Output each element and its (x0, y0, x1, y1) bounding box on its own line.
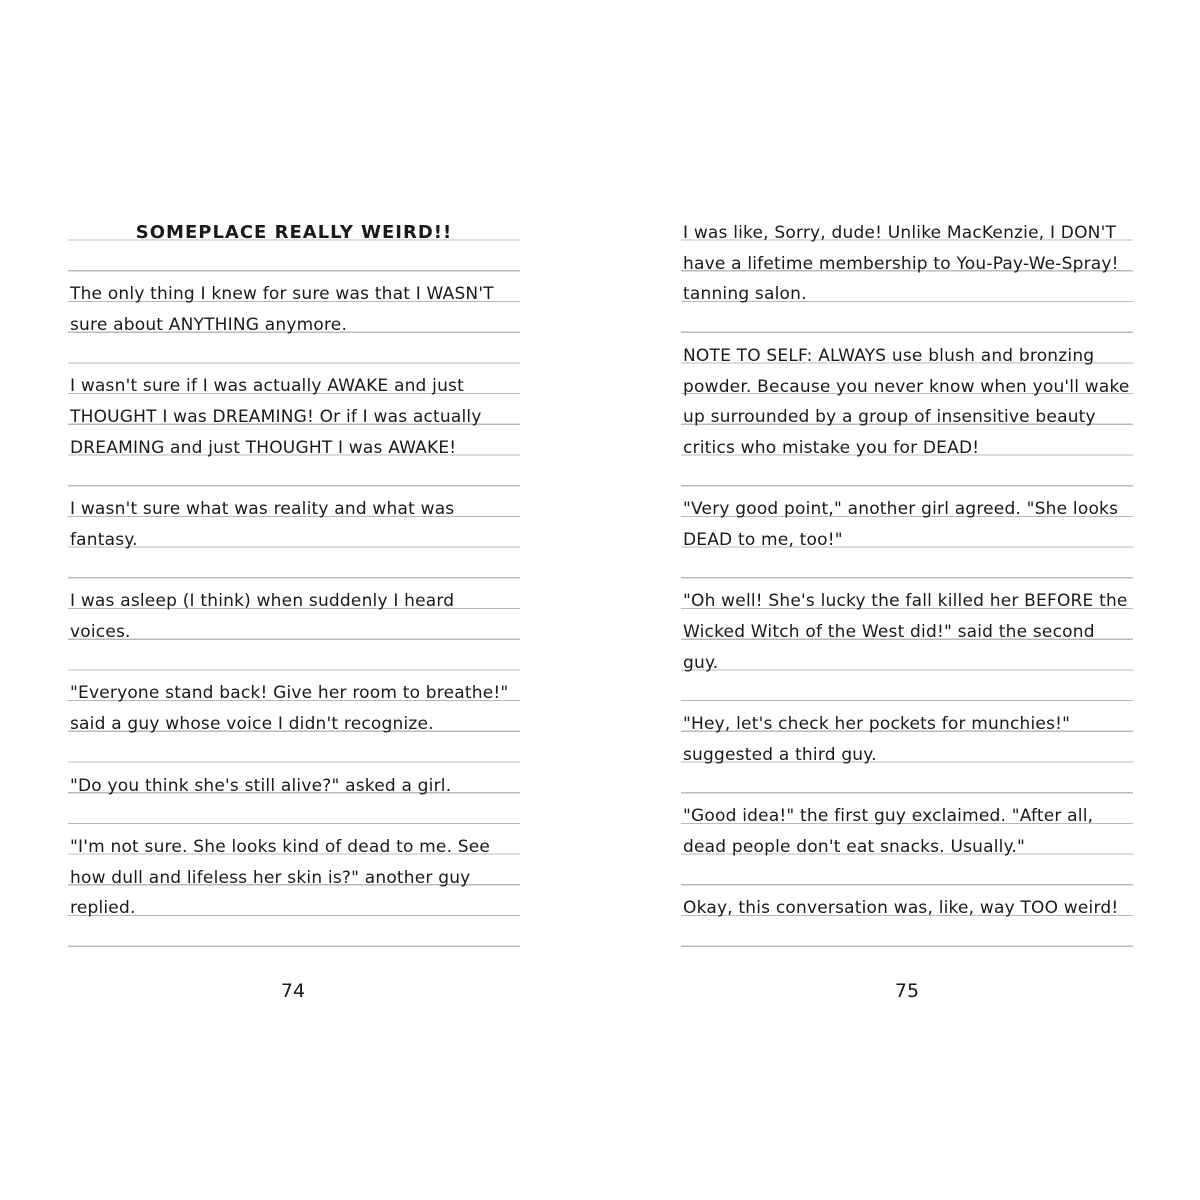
paragraph: "Do you think she's still alive?" asked a girl. (70, 775, 452, 796)
chapter-heading: SOMEPLACE REALLY WEIRD!! (135, 222, 453, 243)
paragraph: I wasn't sure what was reality and what was fantasy. (70, 499, 455, 550)
paragraph: I was like, Sorry, dude! Unlike MacKenzie, I DON'T have a lifetime membership to You-Pay-We-Spray! tanning salon. (683, 223, 1119, 305)
paragraph: NOTE TO SELF: ALWAYS use blush and bronzing powder. Because you never know when you'll wake up surrounded by a group of insensitive beauty critics who mistake you for DEAD! (683, 345, 1130, 458)
paragraph: I wasn't sure if I was actually AWAKE and just THOUGHT I was DREAMING! Or if I was actually DREAMING and just THOUGHT I was AWAKE! (70, 376, 482, 458)
page-number-right: 75 (894, 980, 920, 1002)
paragraph: "Everyone stand back! Give her room to breathe!" said a guy whose voice I didn't recognize. (70, 683, 509, 735)
paragraph: "Good idea!" the first guy exclaimed. "After all, dead people don't eat snacks. Usually." (683, 806, 1094, 857)
paragraph: "Oh well! She's lucky the fall killed her BEFORE the Wicked Witch of the West did!" said the second guy. (683, 591, 1128, 673)
paragraph: The only thing I knew for sure was that I WASN'T sure about ANYTHING anymore. (70, 284, 494, 336)
right-page-text (683, 218, 1131, 924)
left-page-text (70, 218, 518, 924)
paragraph: "I'm not sure. She looks kind of dead to me. See how dull and lifeless her skin is?" another guy replied. (70, 836, 491, 919)
page-number-left: 74 (280, 980, 306, 1002)
paragraph: "Hey, let's check her pockets for munchies!" suggested a third guy. (683, 714, 1071, 765)
right-page (681, 210, 1133, 950)
paragraph: Okay, this conversation was, like, way TOO weird! (683, 898, 1119, 919)
paragraph: "Very good point," another girl agreed. "She looks DEAD to me, too!" (683, 499, 1119, 550)
left-page (68, 210, 520, 950)
paragraph: I was asleep (I think) when suddenly I heard voices. (70, 591, 455, 643)
